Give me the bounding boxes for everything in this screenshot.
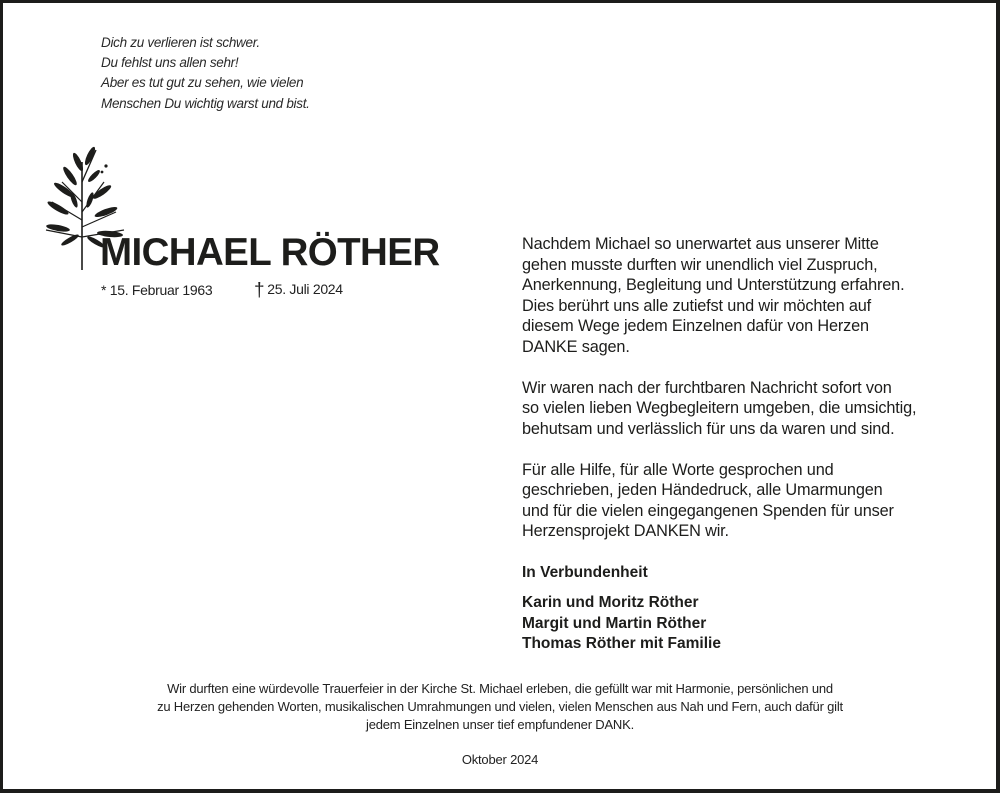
message-line: und für die vielen eingegangenen Spenden für unser <box>522 501 894 520</box>
message-line: Nachdem Michael so unerwartet aus unserer Mitte <box>522 235 879 253</box>
signature <box>522 563 721 655</box>
poem-line: Aber es tut gut zu sehen, wie vielen <box>101 75 304 91</box>
footer-line: Wir durften eine würdevolle Trauerfeier in der Kirche St. Michael erleben, die gefüllt war mit Harmonie, persönlichen und <box>167 681 833 696</box>
footer-line: zu Herzen gehenden Worten, musikalischen Umrahmungen und vielen, vielen Menschen aus Nah und Fern, auch dafür gilt <box>157 699 843 714</box>
message-paragraph <box>522 378 962 440</box>
message-line: Für alle Hilfe, für alle Worte gesprochen und <box>522 460 834 479</box>
message-line: diesem Wege jedem Einzelnen dafür von Herzen <box>522 317 869 335</box>
message-line: Anerkennung, Begleitung und Unterstützung erfahren. <box>522 276 905 294</box>
poem <box>101 33 310 114</box>
footer-line: jedem Einzelnen unser tief empfundener DANK. <box>366 717 634 732</box>
family-name: Karin und Moritz Röther <box>522 594 699 611</box>
message-paragraph <box>522 234 962 357</box>
message-line: geschrieben, jeden Händedruck, alle Umarmungen <box>522 481 883 499</box>
family-name: Margit und Martin Röther <box>522 614 707 632</box>
message-line: Herzensprojekt DANKEN wir. <box>522 522 729 540</box>
thank-you-message <box>522 234 962 562</box>
message-paragraph <box>522 460 962 542</box>
death-date: 25. Juli 2024 <box>267 281 343 297</box>
poem-line: Du fehlst uns allen sehr! <box>101 55 239 71</box>
message-line: Dies berührt uns alle zutiefst und wir möchten auf <box>522 296 872 315</box>
message-line: behutsam und verlässlich für uns da waren und sind. <box>522 419 895 438</box>
footer-note <box>0 680 1000 769</box>
birth-date: * 15. Februar 1963 <box>101 282 213 298</box>
poem-line: Menschen Du wichtig warst und bist. <box>101 95 310 111</box>
message-line: DANKE sagen. <box>522 337 630 356</box>
family-name: Thomas Röther mit Familie <box>522 635 721 652</box>
poem-line: Dich zu verlieren ist schwer. <box>101 35 260 50</box>
message-line: so vielen lieben Wegbegleitern umgeben, die umsichtig, <box>522 399 917 417</box>
footer-date: Oktober 2024 <box>461 752 539 767</box>
cross-icon: † <box>254 280 265 301</box>
death-date-group <box>254 280 343 302</box>
deceased-name: MICHAEL RÖTHER <box>100 231 440 274</box>
life-dates <box>101 280 343 301</box>
message-line: Wir waren nach der furchtbaren Nachricht sofort von <box>522 378 892 397</box>
signature-intro: In Verbundenheit <box>522 564 648 581</box>
message-line: gehen musste durften wir unendlich viel Zuspruch, <box>522 255 878 274</box>
